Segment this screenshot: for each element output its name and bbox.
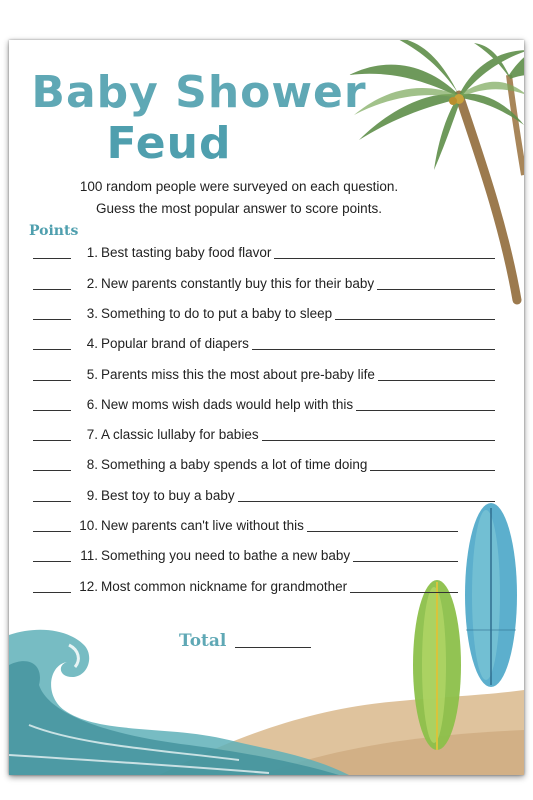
question-number: 6.: [86, 397, 98, 412]
title-line-2: Feud: [106, 118, 232, 169]
instructions-line-1: 100 random people were surveyed on each question.: [79, 179, 399, 194]
question-number: 4.: [86, 336, 98, 351]
question-text: Best tasting baby food flavor: [101, 245, 274, 260]
question-text: New moms wish dads would help with this: [101, 397, 356, 412]
points-blank[interactable]: [33, 349, 71, 350]
total-blank[interactable]: [235, 647, 311, 648]
points-blank[interactable]: [33, 410, 71, 411]
total-field: [179, 629, 349, 653]
question-number: 8.: [86, 457, 98, 472]
game-card: [9, 40, 524, 775]
question-number: 1.: [86, 245, 98, 260]
question-row: [33, 425, 495, 445]
question-number: 2.: [86, 276, 98, 291]
question-number: 5.: [86, 367, 98, 382]
question-text: A classic lullaby for babies: [101, 427, 262, 442]
question-row: [33, 395, 495, 415]
question-row: [33, 516, 458, 536]
question-text: New parents constantly buy this for their baby: [101, 276, 377, 291]
question-text: Best toy to buy a baby: [101, 488, 238, 503]
title-line-1: Baby Shower: [31, 67, 367, 118]
question-number: 3.: [86, 306, 98, 321]
question-row: [33, 243, 495, 263]
question-text: Something a baby spends a lot of time doing: [101, 457, 370, 472]
question-row: [33, 334, 495, 354]
instructions: [79, 176, 399, 220]
points-blank[interactable]: [33, 470, 71, 471]
question-text: New parents can't live without this: [101, 518, 307, 533]
points-blank[interactable]: [33, 501, 71, 502]
question-number: 11.: [80, 548, 98, 563]
question-number: 12.: [79, 579, 98, 594]
points-blank[interactable]: [33, 531, 71, 532]
question-number: 10.: [79, 518, 98, 533]
points-column-label: Points: [29, 223, 79, 239]
question-number: 7.: [86, 427, 98, 442]
instructions-line-2: Guess the most popular answer to score points.: [96, 201, 382, 216]
question-row: [33, 304, 495, 324]
question-row: [33, 365, 495, 385]
question-row: [33, 455, 495, 475]
question-text: Most common nickname for grandmother: [101, 579, 350, 594]
points-blank[interactable]: [33, 592, 71, 593]
points-blank[interactable]: [33, 258, 71, 259]
points-blank[interactable]: [33, 561, 71, 562]
total-label: Total: [179, 631, 227, 651]
question-text: Something you need to bathe a new baby: [101, 548, 353, 563]
question-text: Popular brand of diapers: [101, 336, 252, 351]
points-blank[interactable]: [33, 380, 71, 381]
points-blank[interactable]: [33, 319, 71, 320]
points-blank[interactable]: [33, 289, 71, 290]
surfboard-illustration: [404, 500, 524, 755]
points-blank[interactable]: [33, 440, 71, 441]
question-text: Parents miss this the most about pre-baby life: [101, 367, 378, 382]
question-text: Something to do to put a baby to sleep: [101, 306, 335, 321]
question-number: 9.: [86, 488, 98, 503]
question-row: [33, 577, 458, 597]
question-row: [33, 274, 495, 294]
question-row: [33, 546, 458, 566]
